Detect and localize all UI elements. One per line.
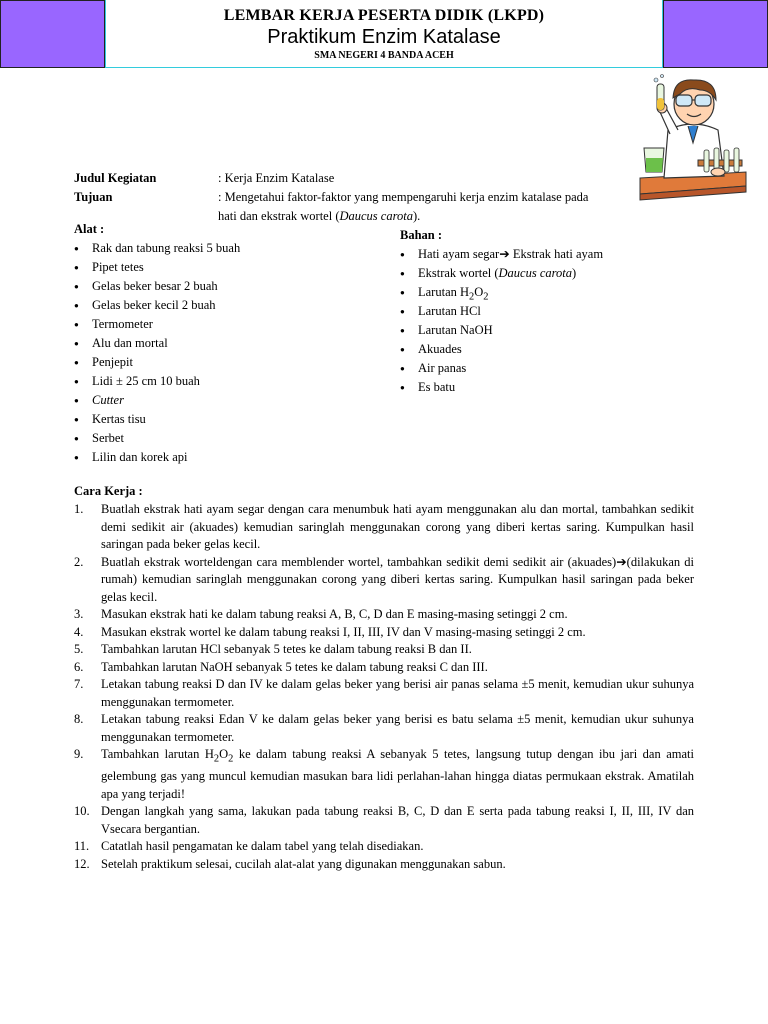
cara-kerja-section — [74, 482, 694, 873]
list-item: 2. Buatlah ekstrak worteldengan cara memblender wortel, tambahkan sedikit demi sedikit air (akuades)➔(dilakukan di rumah) kemudian saringlah menggunakan corong yang diberi kertas saring. Kumpulkan hasil saringan pada beker gelas kecil. — [74, 554, 694, 604]
cara-kerja-title: Cara Kerja : — [74, 484, 143, 498]
header — [105, 0, 663, 68]
list-item: 5. Tambahkan larutan HCl sebanyak 5 tetes ke dalam tabung reaksi B dan II. — [74, 642, 472, 656]
list-item: 7. Letakan tabung reaksi D dan IV ke dalam gelas beker yang berisi air panas selama ±5 menit, kemudian ukur suhunya menggunakan termometer. — [74, 677, 694, 709]
list-item: ● Pipet tetes — [74, 258, 374, 277]
list-item: 9. Tambahkan larutan $H_2O_2$ ke dalam tabung reaksi A sebanyak 5 tetes, langsung tutup dengan ibu jari dan amati gelembung gas yang muncul kemudian masukan bara lidi perlahan-lahan hingga diatas permukaan ekstrak. Amatilah apa yang terjadi! — [74, 747, 694, 801]
bahan-list — [400, 245, 720, 397]
list-item: ● Alu dan mortal — [74, 334, 374, 353]
document-title: LEMBAR KERJA PESERTA DIDIK (LKPD) — [223, 7, 545, 24]
list-item: 8. Letakan tabung reaksi Edan V ke dalam gelas beker yang berisi es batu selama ±5 menit, kemudian ukur suhunya menggunakan termometer. — [74, 712, 694, 744]
judul-value: : Kerja Enzim Katalase — [218, 171, 335, 185]
alat-title: Alat : — [74, 222, 105, 236]
list-item: ● Cutter — [74, 391, 374, 410]
school-name: SMA NEGERI 4 BANDA ACEH — [314, 50, 454, 61]
list-item: ● Gelas beker besar 2 buah — [74, 277, 374, 296]
list-item: ● Larutan NaOH — [400, 321, 720, 340]
list-item: 10. Dengan langkah yang sama, lakukan pada tabung reaksi B, C, D dan E serta pada tabung reaksi I, II, III, IV dan Vsecara bergantian. — [74, 804, 694, 836]
list-item: ● Penjepit — [74, 353, 374, 372]
list-item: 1. Buatlah ekstrak hati ayam segar dengan cara menumbuk hati ayam menggunakan alu dan mortal, tambahkan sedikit demi sedikit air (akuades) kemudian saringlah menggunakan corong yang diberi kertas saring. Kumpulkan hasil saringan pada beker gelas kecil. — [74, 502, 694, 551]
alat-section — [74, 220, 374, 467]
tujuan-label: Tujuan — [74, 190, 113, 204]
alat-list — [74, 239, 374, 467]
cara-kerja-list — [74, 501, 694, 873]
list-item: ● Air panas — [400, 359, 720, 378]
list-item: ● Larutan $H_2O_2$ — [400, 283, 720, 302]
list-item: ● Rak dan tabung reaksi 5 buah — [74, 239, 374, 258]
list-item: 6. Tambahkan larutan NaOH sebanyak 5 tetes ke dalam tabung reaksi C dan III. — [74, 659, 488, 674]
list-item: 3. Masukan ekstrak hati ke dalam tabung reaksi A, B, C, D dan E masing-masing setinggi 2 cm. — [74, 607, 568, 621]
document-subtitle: Praktikum Enzim Katalase — [267, 26, 501, 48]
list-item: ● Termometer — [74, 315, 374, 334]
list-item: 11. Catatlah hasil pengamatan ke dalam tabel yang telah disediakan. — [74, 839, 424, 853]
list-item: ● Lilin dan korek api — [74, 448, 374, 467]
list-item: ● Kertas tisu — [74, 410, 374, 429]
list-item: ● Hati ayam segar➔ Ekstrak hati ayam — [400, 245, 720, 264]
header-corner-right — [663, 0, 768, 68]
activity-info — [74, 169, 714, 226]
tujuan-value: : Mengetahui faktor-faktor yang mempengaruhi kerja enzim katalase pada — [218, 190, 589, 204]
bahan-section — [400, 226, 720, 397]
header-corner-left — [0, 0, 105, 68]
tujuan-line2: hati dan ekstrak wortel (Daucus carota). — [218, 209, 421, 223]
list-item: ● Ekstrak wortel (Daucus carota) — [400, 264, 720, 283]
bahan-title: Bahan : — [400, 228, 443, 242]
list-item: 4. Masukan ekstrak wortel ke dalam tabung reaksi I, II, III, IV dan V masing-masing setinggi 2 cm. — [74, 624, 586, 639]
list-item: ● Larutan HCl — [400, 302, 720, 321]
list-item: ● Gelas beker kecil 2 buah — [74, 296, 374, 315]
list-item: ● Es batu — [400, 378, 720, 397]
list-item: 12. Setelah praktikum selesai, cucilah alat-alat yang digunakan menggunakan sabun. — [74, 856, 506, 871]
arrow-icon: ➔ — [499, 247, 510, 261]
list-item: ● Lidi ± 25 cm 10 buah — [74, 372, 374, 391]
list-item: ● Serbet — [74, 429, 374, 448]
judul-label: Judul Kegiatan — [74, 171, 157, 185]
list-item: ● Akuades — [400, 340, 720, 359]
